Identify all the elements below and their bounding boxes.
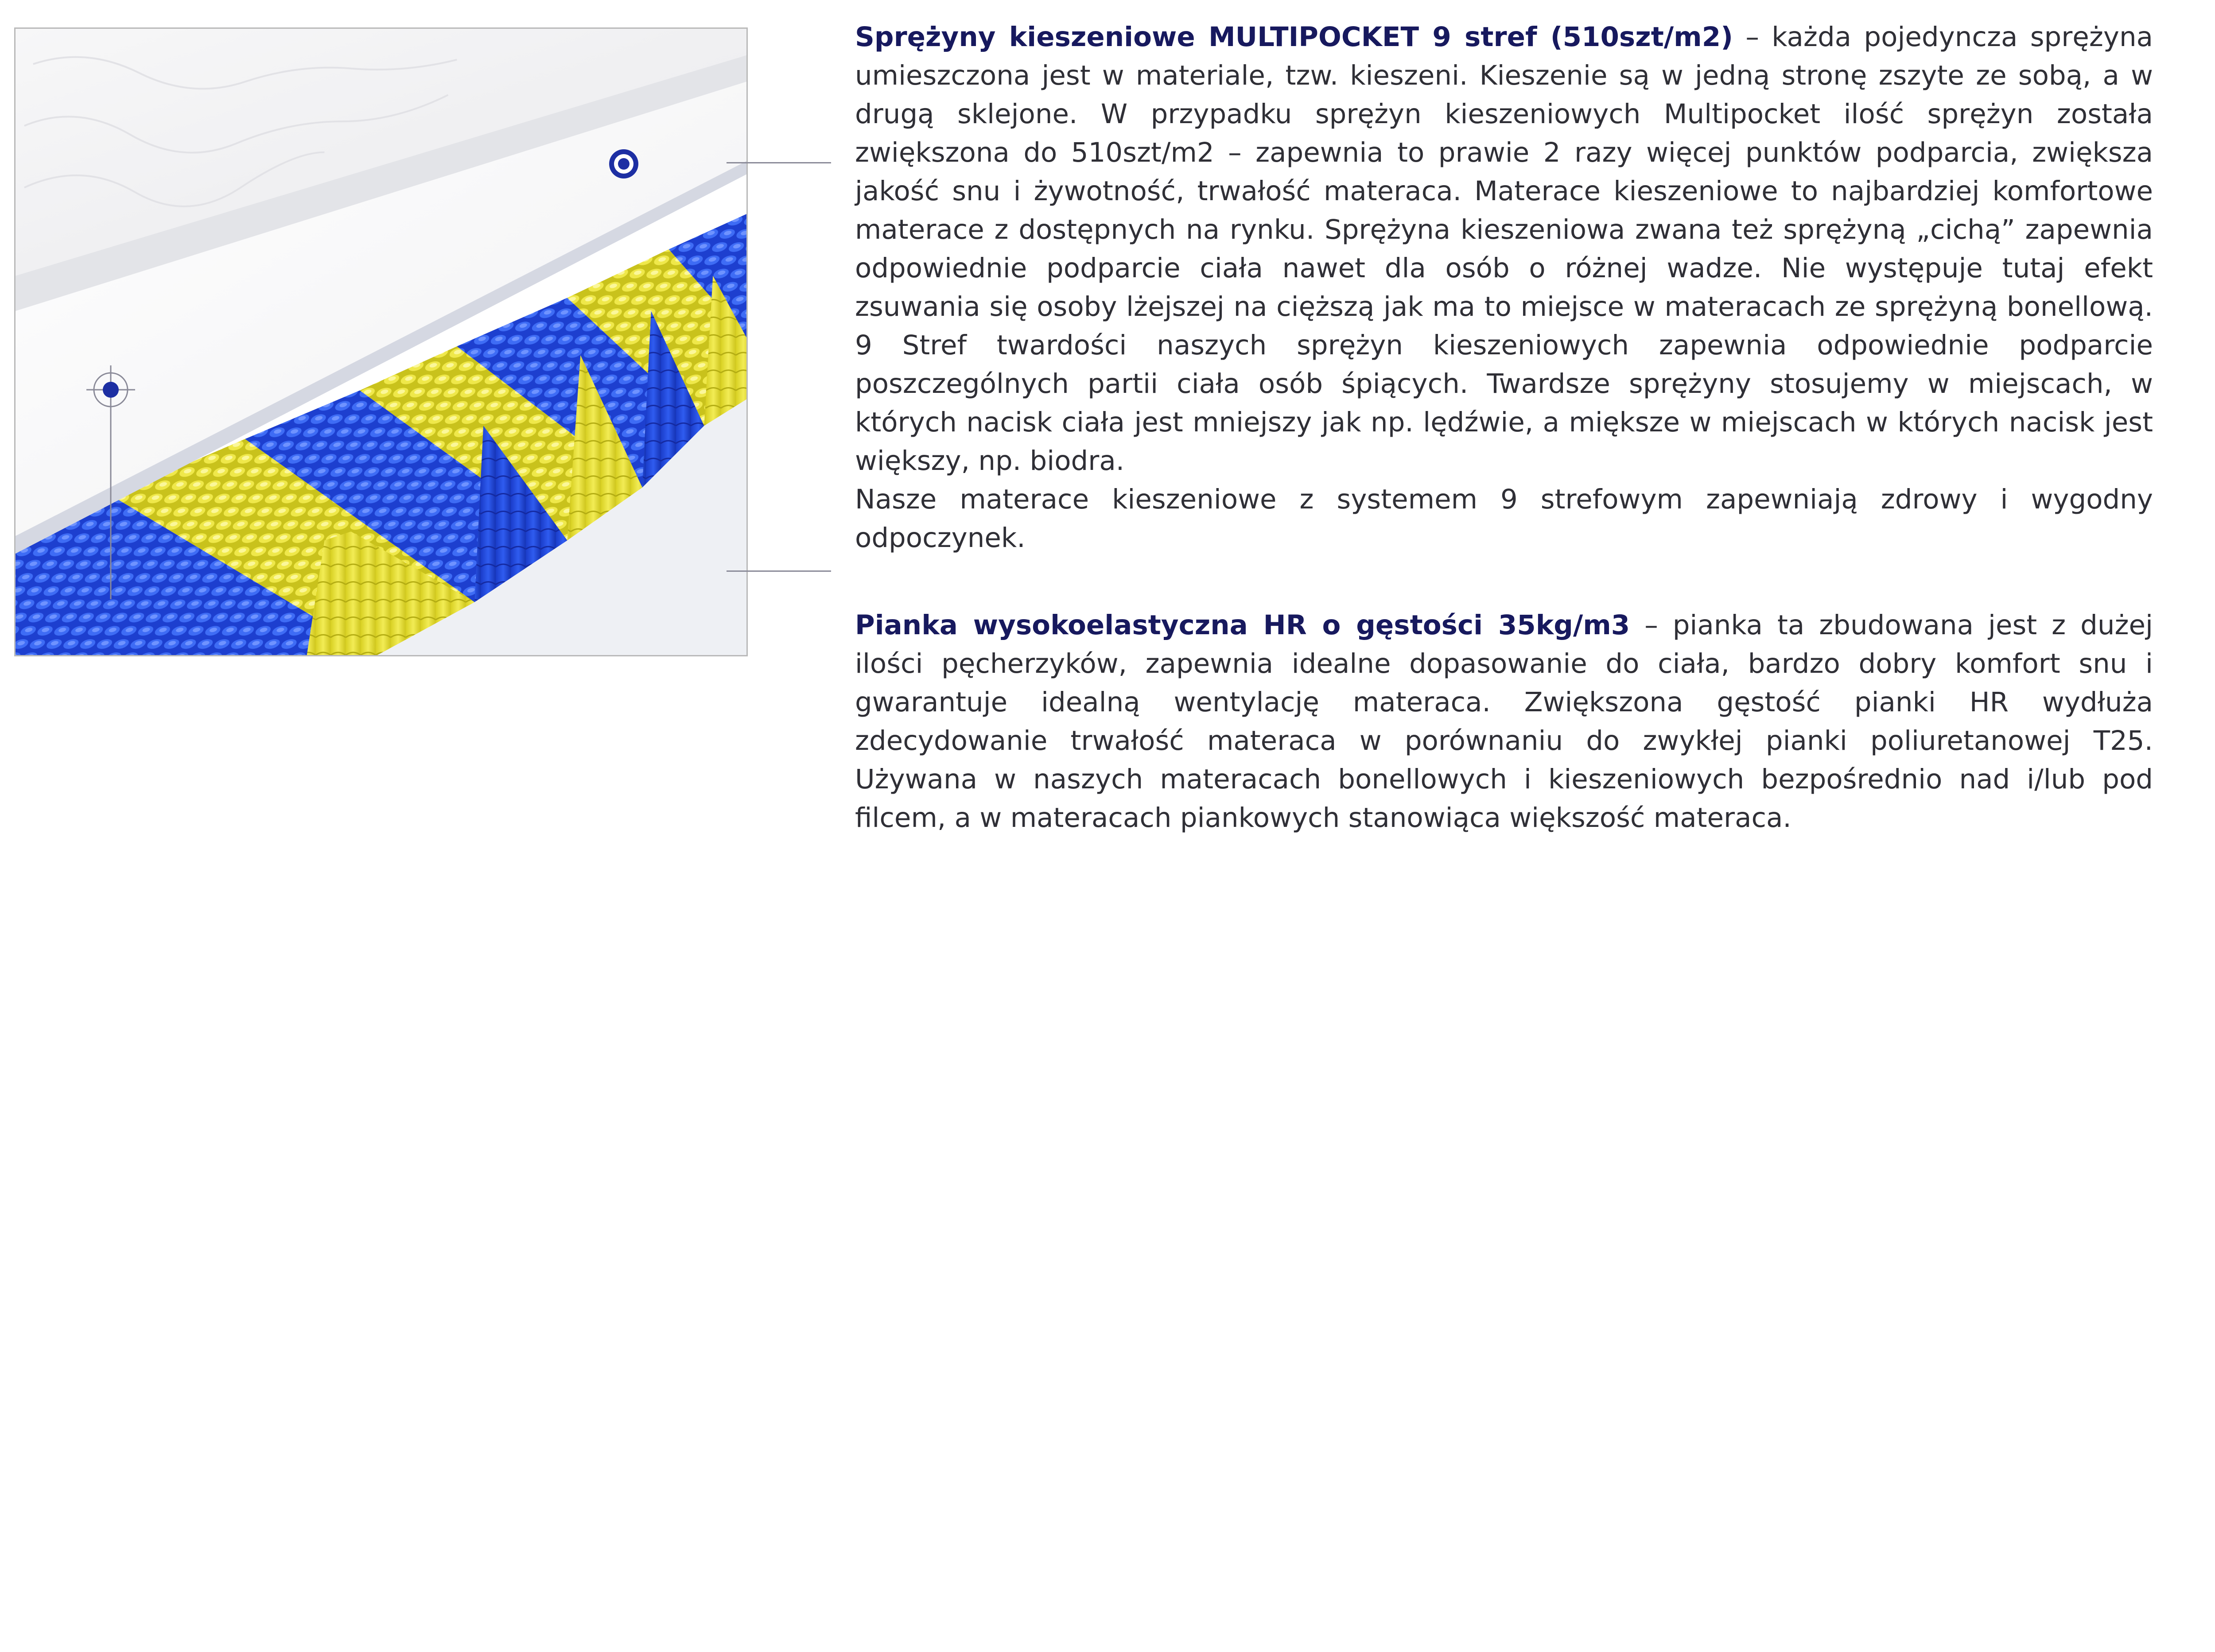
pocket-springs-body: – każda pojedyncza sprężyna umieszczona jest w materiale, tzw. kieszeni. Kieszenie są w jedną stronę zszyte ze sobą, a w drugą sklejone. W przypadku sprężyn kieszeniowych Multipocket ilość sprężyn została zwiększona do 510szt/m2 – zapewnia to prawie 2 razy więcej punktów podparcia, zwiększa jakość snu i żywotność, trwałość materaca. Materace kieszeniowe to najbardziej komfortowe materace z dostępnych na rynku. Sprężyna kieszeniowa zwana też sprężyną „cichą” zapewnia odpowiednie podparcie ciała nawet dla osób o różnej wadze. Nie występuje tutaj efekt zsuwania się osoby lżejszej na cięższą jak ma to miejsce w materacach ze sprężyną bonellową. 9 Stref twardości naszych sprężyn kieszeniowych zapewnia odpowiednie podparcie poszczególnych partii ciała osób śpiących. Twardsze sprężyny stosujemy w miejscach, w których nacisk ciała jest mniejszy jak np. lędźwie, a miększe w miejscach w których nacisk jest większy, np. biodra.: [855, 21, 2153, 477]
description-column: [855, 18, 2153, 837]
mattress-cross-section-image: [14, 27, 748, 656]
leader-line-hr-foam: [727, 570, 831, 572]
pocket-springs-term: Sprężyny kieszeniowe MULTIPOCKET 9 stref (510szt/m2): [855, 21, 1733, 53]
leader-line-pocket-springs: [727, 162, 831, 163]
pocket-springs-closing: Nasze materace kieszeniowe z systemem 9 strefowym zapewniają zdrowy i wygodny odpoczynek.: [855, 484, 2153, 554]
hr-foam-body: – pianka ta zbudowana jest z dużej ilości pęcherzyków, zapewnia idealne dopasowanie do ciała, bardzo dobry komfort snu i gwarantuje idealną wentylację materaca. Zwiększona gęstość pianki HR wydłuża zdecydowanie trwałość materaca w porównaniu do zwykłej pianki poliuretanowej T25. Używana w naszych materacach bonellowych i kieszeniowych bezpośrednio nad i/lub pod filcem, a w materacach piankowych stanowiąca większość materaca.: [855, 609, 2153, 834]
pocket-springs-paragraph: [855, 18, 2153, 480]
hr-foam-paragraph: [855, 606, 2153, 837]
hr-foam-term: Pianka wysokoelastyczna HR o gęstości 35kg/m3: [855, 609, 1630, 641]
pocket-springs-marker: [607, 147, 640, 180]
hr-foam-marker: [86, 365, 135, 613]
